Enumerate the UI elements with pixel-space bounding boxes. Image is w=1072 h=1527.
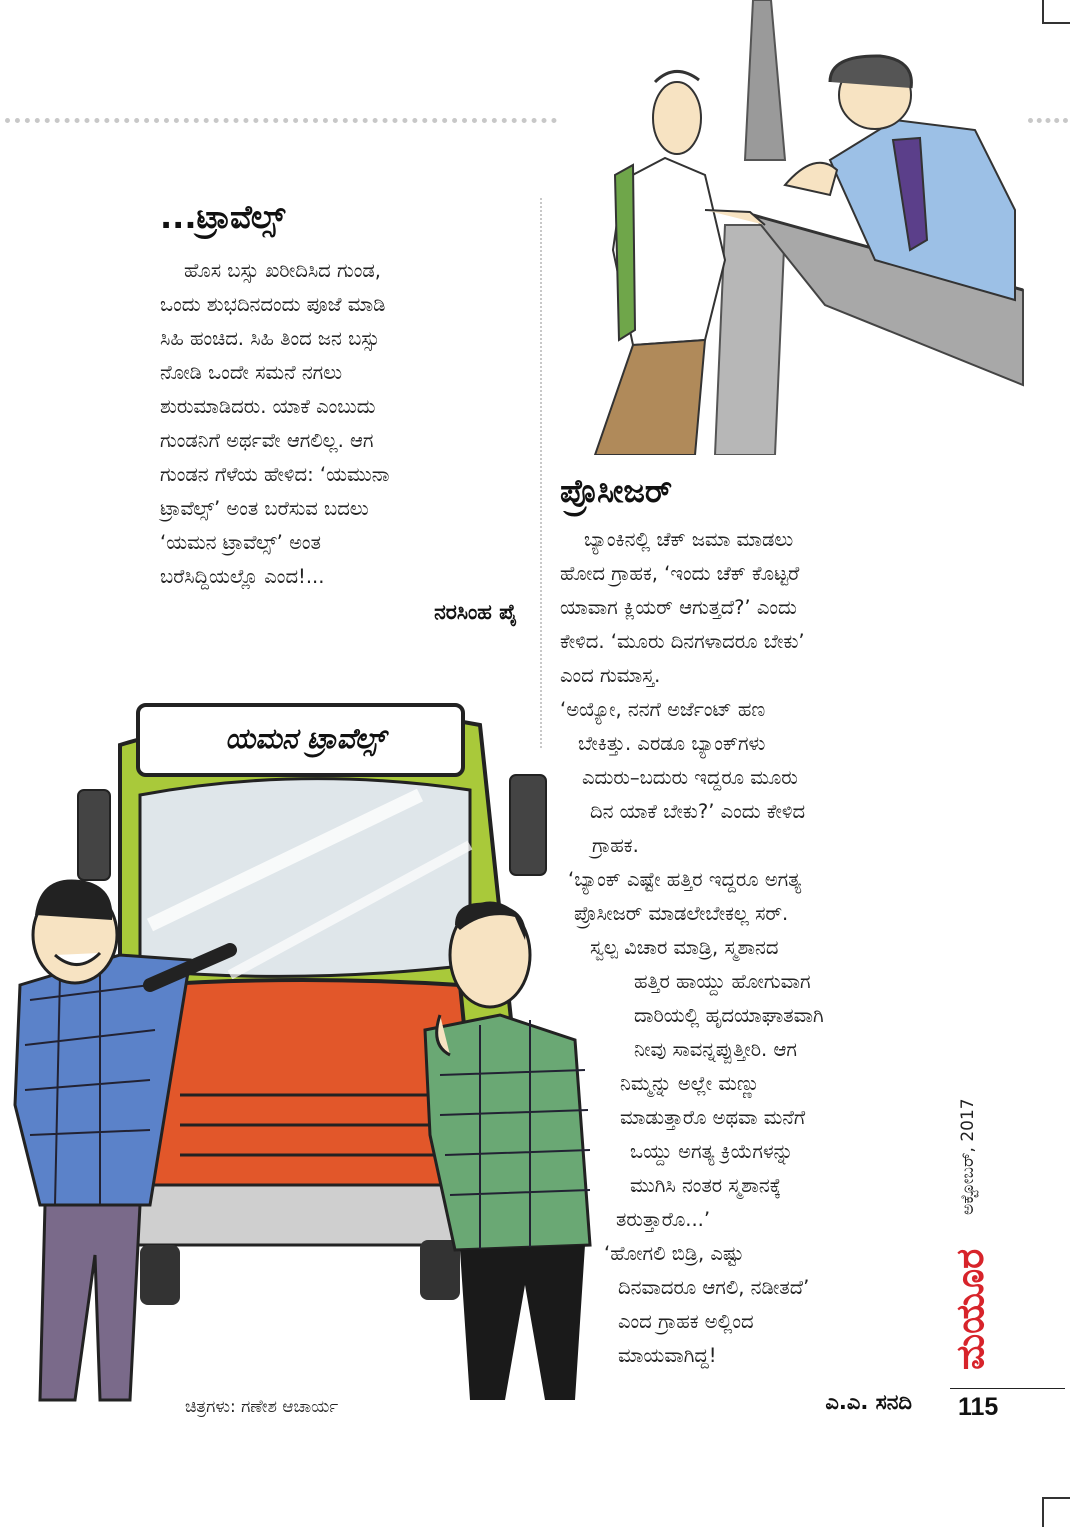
story1-author: ನರಸಿಂಹ ಪೈ	[434, 600, 517, 624]
story2-author: ಎ.ಎ. ಸನದಿ	[825, 1390, 912, 1414]
story1-line: ಹೊಸ ಬಸ್ಸು ಖರೀದಿಸಿದ ಗುಂಡ,	[184, 259, 381, 282]
story2-line: ದಿನವಾದರೂ ಆಗಲಿ, ನಡೀತದೆ’	[618, 1276, 810, 1299]
story1-line: ‘ಯಮನ ಟ್ರಾವೆಲ್ಸ್’ ಅಂತ	[160, 531, 321, 554]
story1-line: ಸಿಹಿ ಹಂಚಿದ. ಸಿಹಿ ತಿಂದ ಜನ ಬಸ್ಸು	[160, 327, 380, 350]
story2-line: ಬೇಕಿತ್ತು. ಎರಡೂ ಬ್ಯಾಂಕ್‌ಗಳು	[578, 732, 766, 755]
bus-windshield	[140, 779, 470, 977]
story2-line: ‘ಹೋಗಲಿ ಬಿಡ್ರಿ, ಎಷ್ಟು	[604, 1242, 744, 1265]
dotted-rule-left	[5, 118, 557, 123]
story2-line: ಬ್ಯಾಂಕಿನಲ್ಲಿ ಚೆಕ್ ಜಮಾ ಮಾಡಲು	[584, 528, 794, 551]
story1-line: ಬರೆಸಿದ್ದಿಯಲ್ಲೊ ಎಂದ!...	[160, 565, 325, 588]
story1-line: ಒಂದು ಶುಭದಿನದಂದು ಪೂಜೆ ಮಾಡಿ	[160, 293, 386, 316]
bus-illustration	[0, 685, 600, 1405]
illustration-credit: ಚಿತ್ರಗಳು: ಗಣೇಶ ಆಚಾರ್ಯ	[185, 1397, 339, 1417]
magazine-logo: ಮಯೂರ	[948, 1248, 992, 1370]
story1-body	[160, 254, 530, 594]
story2-line: ನೀವು ಸಾವನ್ನಪ್ಪುತ್ತೀರಿ. ಆಗ	[634, 1038, 797, 1061]
story2-line: ನಿಮ್ಮನ್ನು ಅಲ್ಲೇ ಮಣ್ಣು	[620, 1072, 760, 1095]
story2-line: ಗ್ರಾಹಕ.	[592, 834, 639, 857]
dotted-rule-right	[1028, 118, 1068, 123]
column-divider	[540, 198, 542, 748]
story2-line: ಎಂದ ಗುಮಾಸ್ತ.	[560, 664, 661, 687]
story1-title: ...ಟ್ರಾವೆಲ್ಸ್	[160, 198, 286, 236]
story2-line: ಕೇಳಿದ. ‘ಮೂರು ದಿನಗಳಾದರೂ ಬೇಕು’	[560, 630, 805, 653]
story2-line: ಮುಗಿಸಿ ನಂತರ ಸ್ಮಶಾನಕ್ಕೆ	[630, 1174, 782, 1197]
bus-sign-text: ಯಮನ ಟ್ರಾವೆಲ್ಸ್	[225, 722, 385, 755]
story2-line: ಹೋದ ಗ್ರಾಹಕ, ‘ಇಂದು ಚೆಕ್ ಕೊಟ್ಟರೆ	[560, 562, 800, 585]
bank-illustration	[575, 0, 1030, 455]
story1-line: ಟ್ರಾವೆಲ್ಸ್’ ಅಂತ ಬರೆಸುವ ಬದಲು	[160, 497, 369, 520]
story2-line: ಎದುರು–ಬದುರು ಇದ್ದರೂ ಮೂರು	[582, 766, 798, 789]
story2-title: ಪ್ರೊಸೀಜರ್	[560, 472, 673, 510]
story2-line: ಹತ್ತಿರ ಹಾಯ್ದು ಹೋಗುವಾಗ	[634, 970, 811, 993]
story2-line: ತರುತ್ತಾರೊ...’	[616, 1208, 711, 1231]
crop-mark-bottom-right	[1042, 1497, 1070, 1527]
issue-date: ಅಕ್ಟೋಬರ್, 2017	[958, 1098, 978, 1215]
bus-left-wheel	[140, 1245, 180, 1305]
story2-line: ಮಾಯವಾಗಿದ್ದ!	[618, 1344, 717, 1367]
story2-body	[560, 523, 960, 1373]
story1-line: ಗುಂಡನ ಗೆಳೆಯ ಹೇಳಿದ: ‘ಯಮುನಾ	[160, 463, 390, 486]
story2-line: ‘ಅಯ್ಯೋ, ನನಗೆ ಅರ್ಜೆಂಟ್ ಹಣ	[560, 698, 766, 721]
story2-line: ದಿನ ಯಾಕೆ ಬೇಕು?’ ಎಂದು ಕೇಳಿದ	[590, 800, 806, 823]
story1-line: ಗುಂಡನಿಗೆ ಅರ್ಥವೇ ಆಗಲಿಲ್ಲ. ಆಗ	[160, 429, 374, 452]
bus-left-mirror	[78, 790, 110, 880]
story2-line: ‘ಬ್ಯಾಂಕ್ ಎಷ್ಟೇ ಹತ್ತಿರ ಇದ್ದರೂ ಅಗತ್ಯ	[568, 868, 802, 891]
bus-bumper	[120, 1185, 490, 1245]
story2-line: ಯಾವಾಗ ಕ್ಲಿಯರ್ ಆಗುತ್ತದೆ?’ ಎಂದು	[560, 596, 797, 619]
bus-right-mirror	[510, 775, 546, 875]
story2-line: ಪ್ರೊಸೀಜರ್ ಮಾಡಲೇಬೇಕಲ್ಲ ಸರ್.	[574, 902, 789, 925]
story2-line: ಒಯ್ದು ಅಗತ್ಯ ಕ್ರಿಯೆಗಳನ್ನು	[630, 1140, 794, 1163]
story1-line: ನೋಡಿ ಒಂದೇ ಸಮನೆ ನಗಲು	[160, 361, 343, 384]
story2-line: ಸ್ವಲ್ಪ ವಿಚಾರ ಮಾಡ್ರಿ, ಸ್ಮಶಾನದ	[590, 936, 779, 959]
footer-rule	[950, 1388, 1065, 1389]
story2-line: ಎಂದ ಗ್ರಾಹಕ ಅಲ್ಲಿಂದ	[618, 1310, 754, 1333]
page-number: 115	[958, 1393, 999, 1421]
crop-mark-top-right	[1042, 0, 1070, 24]
story1-line: ಶುರುಮಾಡಿದರು. ಯಾಕೆ ಎಂಬುದು	[160, 395, 376, 418]
story2-line: ದಾರಿಯಲ್ಲಿ ಹೃದಯಾಘಾತವಾಗಿ	[634, 1004, 824, 1027]
story2-line: ಮಾಡುತ್ತಾರೊ ಅಥವಾ ಮನೆಗೆ	[620, 1106, 806, 1129]
